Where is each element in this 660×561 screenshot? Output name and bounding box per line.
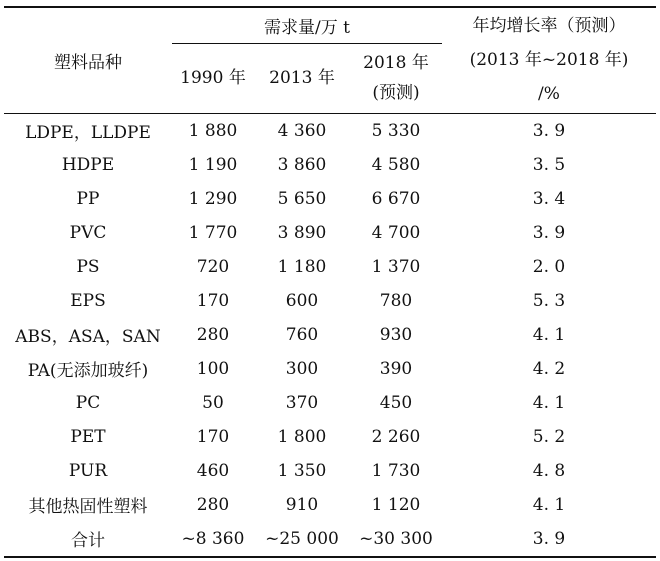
cell-2013: 3 860 (277, 154, 327, 175)
cell-name: PET (70, 426, 106, 447)
cell-2018: 5 330 (350, 113, 442, 148)
cell-2018: 1 120 (371, 494, 421, 515)
table-row (4, 352, 656, 386)
table-row (4, 148, 656, 182)
cell-1990: 1 190 (188, 154, 238, 175)
cell-2018: 2 260 (371, 426, 421, 447)
header-year-2013: 2013 年 (254, 43, 350, 113)
cell-1990: 1 290 (188, 188, 238, 209)
table-row (4, 420, 656, 454)
table-row (4, 386, 656, 420)
table-row (4, 488, 656, 522)
cell-rate: 5. 2 (532, 426, 566, 447)
cell-2013: 5 650 (277, 188, 327, 209)
cell-rate: 3. 9 (442, 113, 656, 148)
header-year-2018-label: 2018 年 (363, 53, 429, 73)
cell-2018: 6 670 (371, 188, 421, 209)
cell-name: PVC (69, 222, 107, 243)
header-growth-line3: /% (538, 84, 560, 105)
cell-name: PA(无添加玻纤) (27, 361, 149, 381)
cell-1990: 1 880 (172, 113, 254, 148)
cell-rate: 4. 2 (532, 358, 566, 379)
cell-name: HDPE (61, 154, 115, 175)
cell-1990: ~8 360 (172, 522, 254, 557)
header-year-1990: 1990 年 (172, 43, 254, 113)
cell-name: EPS (70, 290, 106, 311)
cell-name: LDPE，LLDPE (4, 113, 172, 148)
cell-rate: 3. 4 (532, 188, 566, 209)
cell-2018: 930 (379, 324, 413, 345)
cell-2018: 1 370 (371, 256, 421, 277)
table-row (4, 318, 656, 352)
cell-name: PC (75, 392, 101, 413)
cell-rate: 3. 5 (532, 154, 566, 175)
cell-1990: 170 (196, 290, 230, 311)
cell-2013: 1 180 (277, 256, 327, 277)
cell-rate: 5. 3 (532, 290, 566, 311)
cell-2013: 300 (285, 358, 319, 379)
cell-2018: 780 (379, 290, 413, 311)
cell-2013: 1 350 (277, 460, 327, 481)
cell-1990: 460 (196, 460, 230, 481)
cell-rate: 4. 1 (532, 392, 566, 413)
cell-2013: ~25 000 (254, 522, 350, 557)
cell-2013: 3 890 (277, 222, 327, 243)
cell-rate: 4. 8 (532, 460, 566, 481)
cell-2018: 4 580 (371, 154, 421, 175)
table-row (4, 216, 656, 250)
table-row (4, 284, 656, 318)
cell-rate: 4. 1 (532, 324, 566, 345)
cell-name: 合计 (4, 522, 172, 557)
cell-rate: 3. 9 (532, 222, 566, 243)
table-row-total (4, 522, 656, 557)
cell-1990: 720 (196, 256, 230, 277)
cell-name: PP (76, 188, 100, 209)
header-demand: 需求量/万 t (172, 7, 442, 43)
header-plastic-type: 塑料品种 (4, 7, 172, 113)
cell-2013: 760 (285, 324, 319, 345)
cell-1990: 1 770 (188, 222, 238, 243)
header-growth-line1: 年均增长率（预测） (472, 16, 626, 37)
cell-2013: 1 800 (277, 426, 327, 447)
cell-name: 其他热固性塑料 (28, 497, 148, 517)
cell-2018: 1 730 (371, 460, 421, 481)
cell-2018: 4 700 (371, 222, 421, 243)
cell-2018: ~30 300 (350, 522, 442, 557)
cell-rate: 3. 9 (442, 522, 656, 557)
cell-1990: 280 (196, 494, 230, 515)
table-row (4, 454, 656, 488)
cell-rate: 4. 1 (532, 494, 566, 515)
cell-name: ABS，ASA，SAN (15, 327, 161, 347)
table-row (4, 250, 656, 284)
cell-2013: 4 360 (254, 113, 350, 148)
cell-1990: 100 (196, 358, 230, 379)
header-year-2018 (350, 43, 442, 113)
cell-2013: 600 (285, 290, 319, 311)
cell-2018: 450 (379, 392, 413, 413)
cell-rate: 2. 0 (532, 256, 566, 277)
cell-1990: 280 (196, 324, 230, 345)
plastics-demand-table (4, 6, 656, 558)
header-forecast-note: (预测) (372, 83, 420, 103)
cell-1990: 50 (202, 392, 224, 413)
cell-name: PS (76, 256, 100, 277)
table-row (4, 113, 656, 148)
header-growth-line2: (2013 年~2018 年) (469, 50, 629, 71)
cell-name: PUR (68, 460, 108, 481)
header-growth-rate (442, 7, 656, 113)
cell-2013: 370 (285, 392, 319, 413)
cell-2018: 390 (379, 358, 413, 379)
cell-2013: 910 (285, 494, 319, 515)
table-body (4, 113, 656, 557)
cell-1990: 170 (196, 426, 230, 447)
table-row (4, 182, 656, 216)
